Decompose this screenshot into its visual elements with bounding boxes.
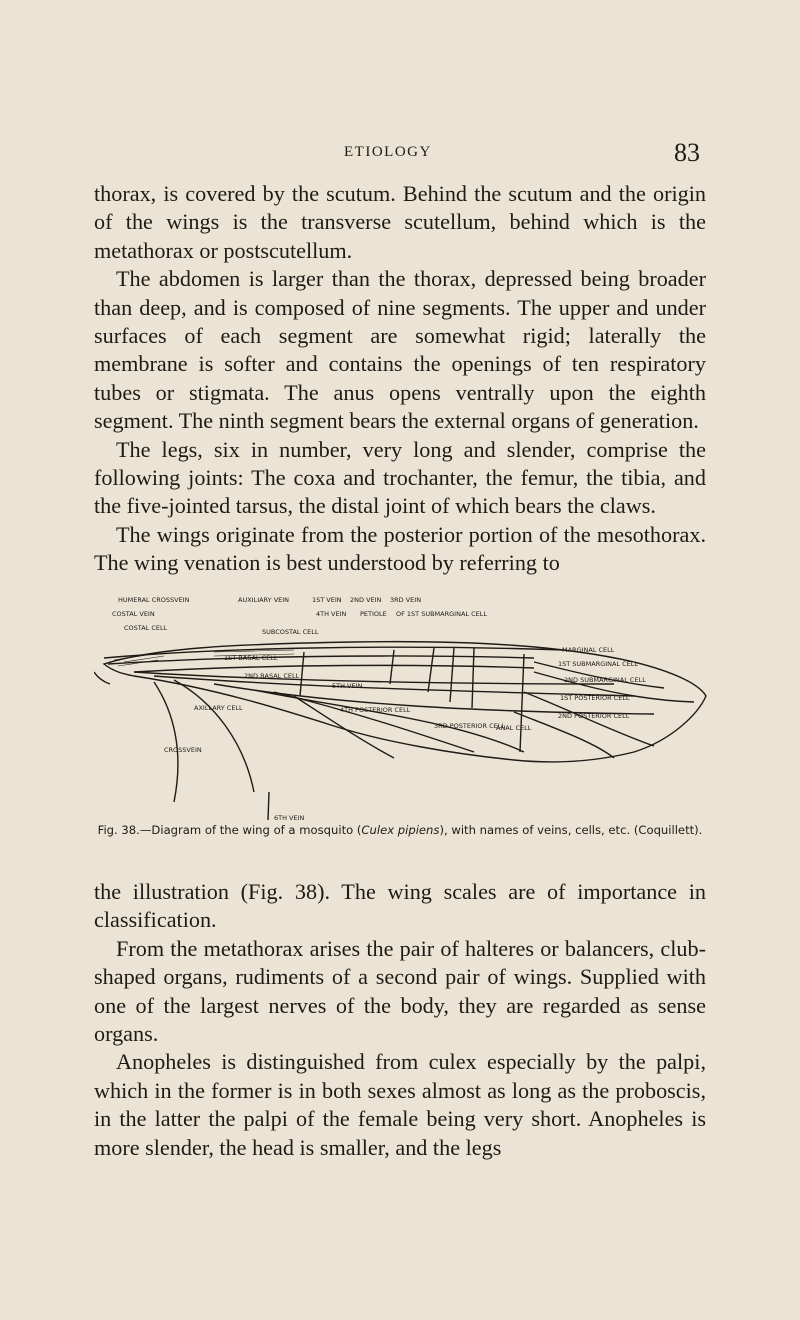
body-text-bottom bbox=[94, 878, 706, 1162]
label-auxiliary-vein: AUXILIARY VEIN bbox=[238, 596, 290, 604]
label-vein-2: 2ND VEIN bbox=[350, 596, 382, 604]
label-vein-3: 3RD VEIN bbox=[390, 596, 422, 604]
running-head: ETIOLOGY bbox=[344, 144, 432, 160]
paragraph: From the metathorax arises the pair of halteres or balancers, club-shaped organs, rudiments of a second pair of wings. Supplied with one of the largest nerves of the body, they are regarded as sense organs. bbox=[94, 935, 706, 1047]
paragraph: the illustration (Fig. 38). The wing scales are of importance in classification. bbox=[94, 879, 706, 933]
label-submarginal-2: 2ND SUBMARGINAL CELL bbox=[564, 676, 646, 684]
label-costal-cell: COSTAL CELL bbox=[124, 624, 168, 632]
label-vein-4: 4TH VEIN bbox=[316, 610, 347, 618]
species-name: Culex pipiens bbox=[361, 823, 440, 837]
label-subcostal-cell: SUBCOSTAL CELL bbox=[262, 628, 319, 636]
label-crossvein: CROSSVEIN bbox=[164, 746, 202, 754]
paragraph: The wings originate from the posterior portion of the mesothorax. The wing venation is best understood by referring to bbox=[94, 521, 706, 576]
label-posterior-2: 2ND POSTERIOR CELL bbox=[558, 712, 630, 720]
paragraph: The legs, six in number, very long and slender, comprise the following joints: The coxa and trochanter, the femur, the tibia, and the five-jointed tarsus, the distal joint of which bears the claws. bbox=[94, 436, 706, 519]
label-vein-6: 6TH VEIN bbox=[274, 814, 305, 822]
wing-diagram-figure bbox=[94, 592, 712, 832]
label-posterior-3: 3RD POSTERIOR CELL bbox=[434, 722, 505, 730]
label-posterior-1: 1ST POSTERIOR CELL bbox=[560, 694, 630, 702]
page-number: 83 bbox=[674, 138, 700, 167]
label-posterior-4: 4TH POSTERIOR CELL bbox=[340, 706, 411, 714]
paragraph: thorax, is covered by the scutum. Behind the scutum and the origin of the wings is the transverse scutellum, behind which is the metathorax or postscutellum. bbox=[94, 181, 706, 263]
label-basal-cell-1: 1ST BASAL CELL bbox=[224, 654, 278, 662]
wing-outline bbox=[94, 642, 706, 820]
paragraph: The abdomen is larger than the thorax, depressed being broader than deep, and is composed of nine segments. The upper and under surfaces of each segment are somewhat rigid; laterally the membrane is softer and contains the openings of ten respiratory tubes or stigmata. The anus opens ventrally upon the eighth segment. The ninth segment bears the external organs of generation. bbox=[94, 266, 706, 434]
label-of-1st-submarginal: OF 1ST SUBMARGINAL CELL bbox=[396, 610, 487, 618]
body-text-top bbox=[94, 180, 706, 578]
paragraph: Anopheles is distinguished from culex especially by the palpi, which in the former is in both sexes almost as long as the proboscis, in the latter the palpi of the female being very short. Anopheles is more slender, the head is smaller, and the legs bbox=[94, 1049, 706, 1160]
label-axillary-cell: AXILLARY CELL bbox=[194, 704, 243, 712]
label-basal-cell-2: 2ND BASAL CELL bbox=[244, 672, 300, 680]
label-vein-5: 5TH VEIN bbox=[332, 682, 363, 690]
label-marginal-cell: MARGINAL CELL bbox=[562, 646, 615, 654]
figure-caption: Fig. 38.—Diagram of the wing of a mosquito (Culex pipiens), with names of veins, cells, etc. (Coquillett). bbox=[97, 823, 703, 837]
label-humeral-crossvein: HUMERAL CROSSVEIN bbox=[118, 596, 190, 604]
label-anal-cell: ANAL CELL bbox=[496, 724, 532, 732]
label-submarginal-1: 1ST SUBMARGINAL CELL bbox=[558, 660, 639, 668]
label-petiole: PETIOLE bbox=[360, 610, 387, 618]
label-vein-1: 1ST VEIN bbox=[312, 596, 342, 604]
wing-diagram bbox=[94, 592, 712, 832]
label-costal-vein: COSTAL VEIN bbox=[112, 610, 155, 618]
page-header bbox=[94, 140, 704, 174]
